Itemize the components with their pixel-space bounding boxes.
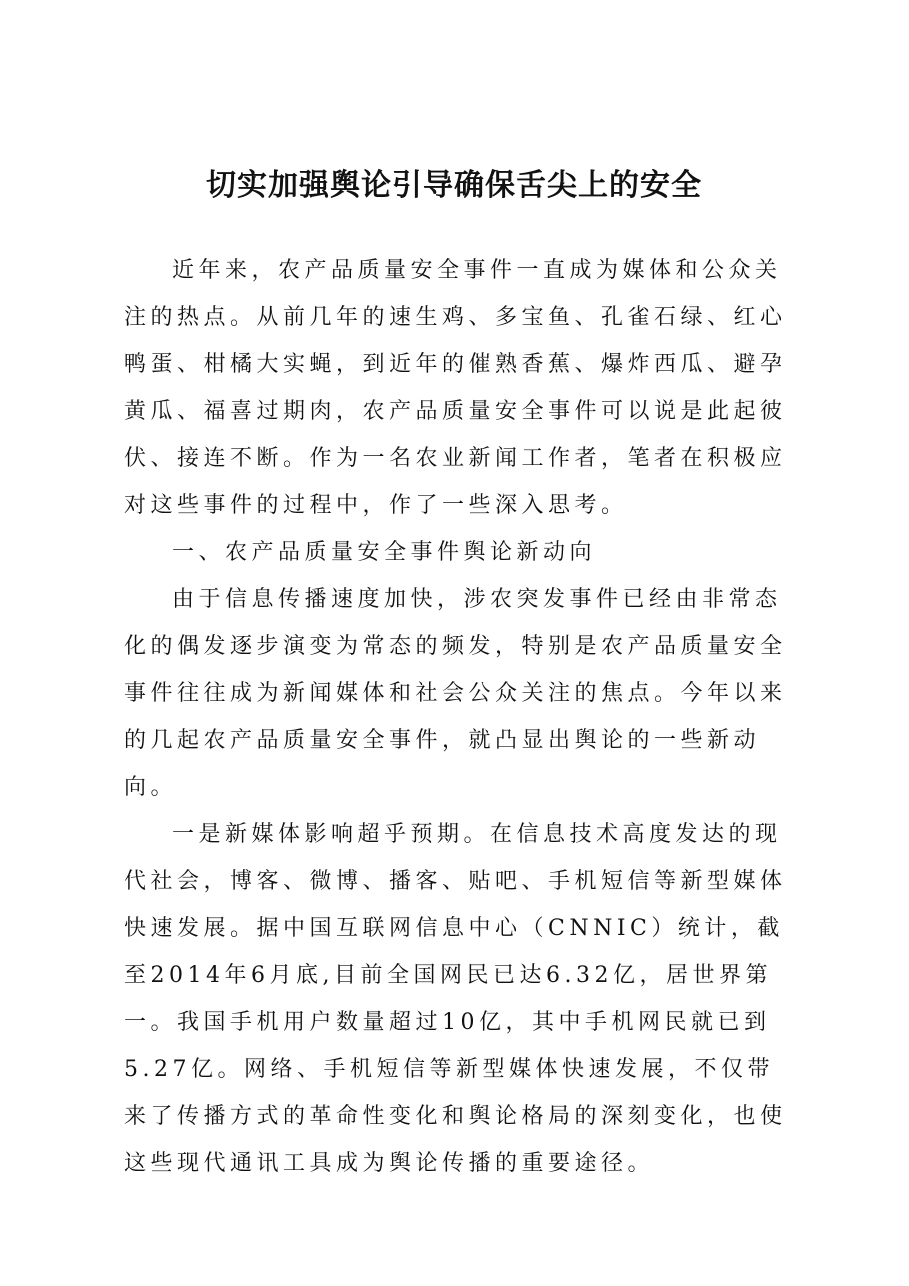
document-title: 切实加强舆论引导确保舌尖上的安全 [206,168,702,203]
paragraph-new-media: 一是新媒体影响超乎预期。在信息技术高度发达的现代社会，博客、微博、播客、贴吧、手机短信等新型媒体快速发展。据中国互联网信息中心（CNNIC）统计，截至2014年6月底,目前全国网民已达6.32亿，居世界第一。我国手机用户数量超过10亿，其中手机网民就已到5.27亿。网络、手机短信等新型媒体快速发展，不仅带来了传播方式的革命性变化和舆论格局的深刻变化，也使这些现代通讯工具成为舆论传播的重要途径。 [124,822,787,1176]
document-body [124,247,800,1187]
paragraph-trend: 由于信息传播速度加快，涉农突发事件已经由非常态化的偶发逐步演变为常态的频发，特别是农产品质量安全事件往往成为新闻媒体和社会公众关注的焦点。今年以来的几起农产品质量安全事件，就凸显出舆论的一些新动向。 [124,587,787,800]
section-heading-1: 一、农产品质量安全事件舆论新动向 [172,540,597,565]
paragraph-intro: 近年来，农产品质量安全事件一直成为媒体和公众关注的热点。从前几年的速生鸡、多宝鱼、孔雀石绿、红心鸭蛋、柑橘大实蝇，到近年的催熟香蕉、爆炸西瓜、避孕黄瓜、福喜过期肉，农产品质量安全事件可以说是此起彼伏、接连不断。作为一名农业新闻工作者，笔者在积极应对这些事件的过程中，作了一些深入思考。 [124,258,787,518]
document-page [124,0,800,1286]
